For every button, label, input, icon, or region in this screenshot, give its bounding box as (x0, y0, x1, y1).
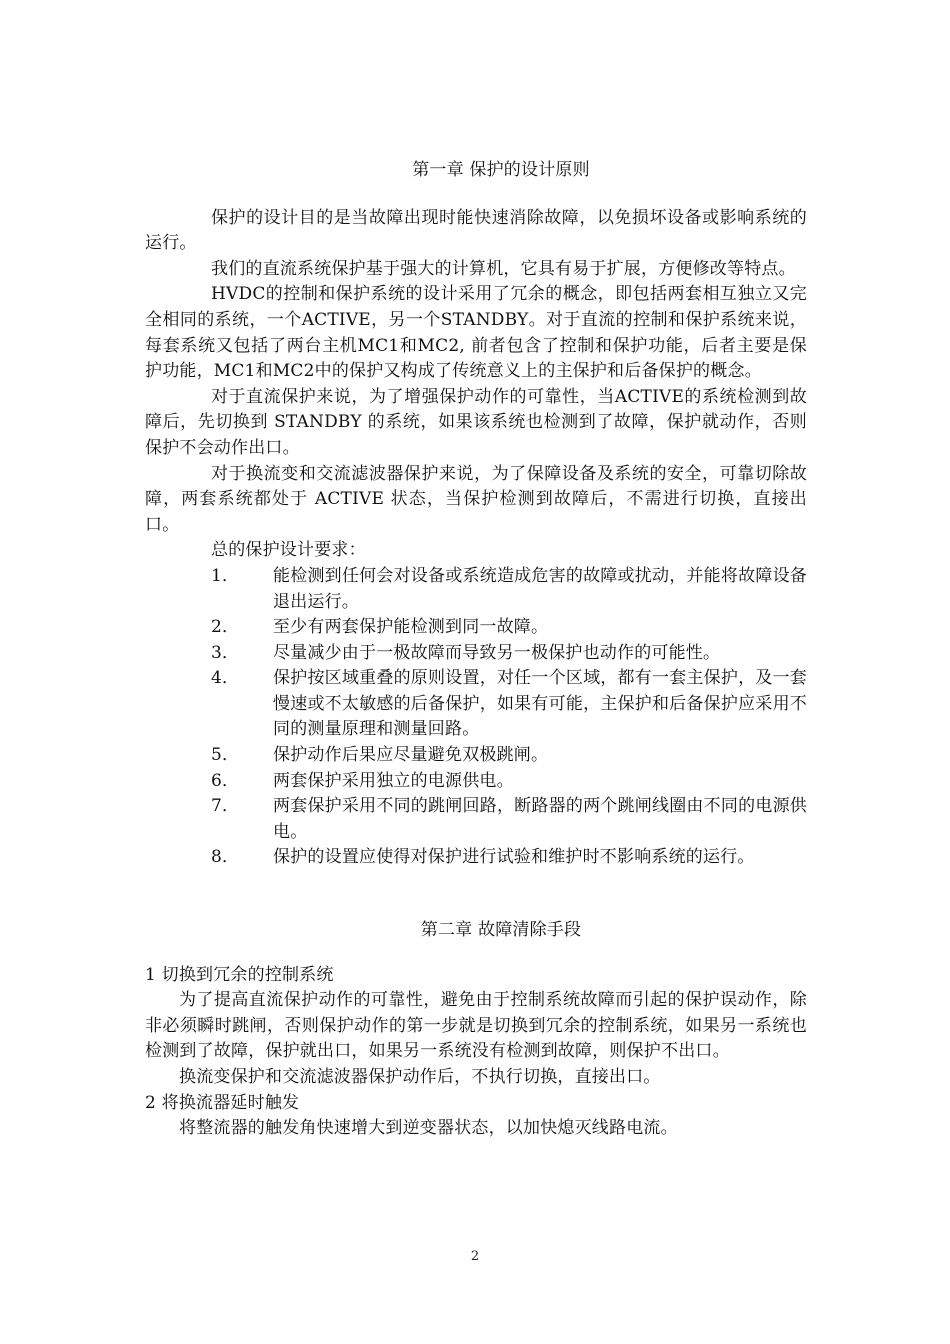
list-text: 尽量减少由于一极故障而导致另一极保护也动作的可能性。 (273, 642, 721, 663)
paragraph: 对于换流变和交流滤波器保护来说，为了保障设备及系统的安全，可靠切除故障，两套系统都处于 ACTIVE 状态，当保护检测到故障后，不需进行切换，直接出口。 (145, 463, 807, 535)
requirements-list (145, 564, 807, 871)
paragraph: 保护的设计目的是当故障出现时能快速消除故障，以免损坏设备或影响系统的运行。 (145, 207, 807, 254)
list-text: 能检测到任何会对设备或系统造成危害的故障或扰动，并能将故障设备退出运行。 (273, 565, 807, 612)
list-text: 两套保护采用不同的跳闸回路，断路器的两个跳闸线圈由不同的电源供电。 (273, 796, 807, 842)
list-text: 保护按区域重叠的原则设置，对任一个区域，都有一套主保护，及一套慢速或不太敏感的后备保护，如果有可能，主保护和后备保护应采用不同的测量原理和测量回路。 (273, 668, 807, 740)
list-text: 保护动作后果应尽量避免双极跳闸。 (273, 745, 549, 766)
list-number: 7． (211, 796, 240, 817)
paragraph: 为了提高直流保护动作的可靠性，避免由于控制系统故障而引起的保护误动作，除非必须瞬时跳闸，否则保护动作的第一步就是切换到冗余的控制系统，如果另一系统也检测到了故障，保护就出口，如果另一系统没有检测到故障，则保护不出口。 (145, 990, 807, 1062)
document-page (145, 158, 807, 1142)
list-text: 保护的设置应使得对保护进行试验和维护时不影响系统的运行。 (273, 847, 755, 868)
list-item (145, 769, 807, 795)
list-number: 3． (211, 642, 240, 663)
paragraph: 我们的直流系统保护基于强大的计算机，它具有易于扩展，方便修改等特点。 (211, 258, 796, 279)
list-number: 4． (211, 668, 240, 689)
section-heading: 2 将换流器延时触发 (145, 1092, 300, 1113)
list-item (145, 641, 807, 667)
list-item (145, 743, 807, 769)
paragraph: 将整流器的触发角快速增大到逆变器状态，以加快熄灭线路电流。 (179, 1118, 678, 1139)
requirements-label: 总的保护设计要求： (211, 540, 366, 561)
section-heading: 1 切换到冗余的控制系统 (145, 964, 334, 985)
list-item (145, 615, 807, 641)
paragraph: 换流变保护和交流滤波器保护动作后，不执行切换，直接出口。 (179, 1067, 661, 1087)
list-number: 8． (211, 847, 240, 868)
list-item (145, 794, 807, 845)
paragraph: HVDC的控制和保护系统的设计采用了冗余的概念，即包括两套相互独立又完全相同的系统，一个ACTIVE，另一个STANDBY。对于直流的控制和保护系统来说，每套系统又包括了两台主机MC1和MC2, 前者包含了控制和保护功能，后者主要是保护功能，MC1和MC2中的保护又构成了传统意义上的主保护和后备保护的概念。 (145, 284, 807, 382)
chapter-1-title: 第一章 保护的设计原则 (412, 160, 590, 180)
list-text: 两套保护采用独立的电源供电。 (273, 770, 514, 791)
list-text: 至少有两套保护能检测到同一故障。 (273, 617, 549, 638)
list-number: 6． (211, 770, 240, 791)
list-number: 1． (211, 565, 240, 586)
list-item (145, 845, 807, 871)
list-number: 2． (211, 617, 240, 638)
paragraph: 对于直流保护来说，为了增强保护动作的可靠性，当ACTIVE的系统检测到故障后，先切换到 STANDBY 的系统，如果该系统也检测到了故障，保护就动作，否则保护不会动作出口。 (145, 386, 807, 458)
list-number: 5． (211, 745, 240, 766)
list-item (145, 666, 807, 743)
chapter-2-title: 第二章 故障清除手段 (420, 920, 582, 941)
page-number: 2 (470, 1249, 480, 1264)
list-item (145, 564, 807, 615)
